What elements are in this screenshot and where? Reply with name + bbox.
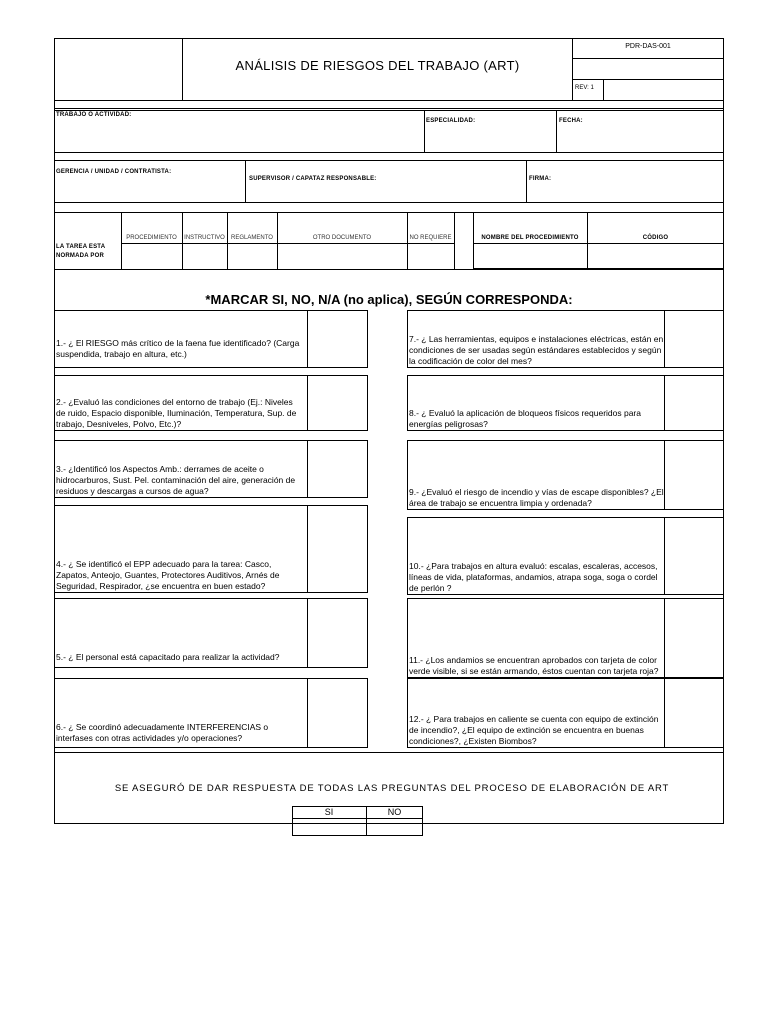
document-code: PDR-DAS-001 bbox=[625, 43, 671, 50]
question-box-1 bbox=[54, 310, 368, 368]
question-box-11 bbox=[407, 598, 724, 678]
footer-statement: SE ASEGURÓ DE DAR RESPUESTA DE TODAS LAS PREGUNTAS DEL PROCESO DE ELABORACIÓN DE ART bbox=[114, 783, 670, 794]
normada-div-5 bbox=[454, 212, 455, 269]
answer-cell-11[interactable] bbox=[664, 599, 724, 677]
normada-col-procedimiento: PROCEDIMIENTO bbox=[126, 235, 177, 241]
answer-cell-5[interactable] bbox=[307, 599, 367, 667]
question-7: 7.- ¿ Las herramientas, equipos e instalaciones eléctricas, están en condiciones de ser usadas según estándares establecidos y según la codificación de color del mes? bbox=[409, 334, 664, 366]
normada-col-reglamento: REGLAMENTO bbox=[231, 235, 273, 241]
question-box-12 bbox=[407, 678, 724, 748]
question-1: 1.- ¿ El RIESGO más crítico de la faena fue identificado? (Carga suspendida, trabajo en altura, etc.) bbox=[56, 338, 300, 359]
question-box-9 bbox=[407, 440, 724, 510]
answer-cell-2[interactable] bbox=[307, 376, 367, 430]
fecha-label: FECHA: bbox=[559, 118, 583, 124]
row1-div-2 bbox=[556, 110, 557, 152]
question-8: 8.- ¿ Evaluó la aplicación de bloqueos físicos requeridos para energías peligrosas? bbox=[409, 408, 641, 429]
answer-cell-12[interactable] bbox=[664, 679, 724, 747]
question-6: 6.- ¿ Se coordinó adecuadamente INTERFERENCIAS o interfases con otras actividades y/o operaciones? bbox=[56, 722, 269, 743]
header-bottom-line-2 bbox=[54, 108, 724, 109]
answer-cell-4[interactable] bbox=[307, 506, 367, 592]
question-11: 11.- ¿Los andamios se encuentran aprobados con tarjeta de color verde visible, si se están armando, éstos cuentan con tarjeta roja? bbox=[409, 655, 659, 676]
gerencia-label: GERENCIA / UNIDAD / CONTRATISTA: bbox=[56, 169, 172, 175]
row1-div-1 bbox=[424, 110, 425, 152]
answer-cell-1[interactable] bbox=[307, 311, 367, 367]
especialidad-label: ESPECIALIDAD: bbox=[426, 118, 476, 124]
nombre-header-line bbox=[473, 243, 724, 244]
normada-label: LA TAREA ESTA NORMADA POR bbox=[56, 244, 106, 259]
row2-bottom bbox=[54, 202, 724, 203]
row1-bottom bbox=[54, 152, 724, 153]
row3-bottom bbox=[54, 269, 724, 270]
header-rev-line bbox=[572, 79, 724, 80]
question-10: 10.- ¿Para trabajos en altura evaluó: escalas, escaleras, accesos, líneas de vida, plataformas, andamios, atrapa soga, soga o cordel de perlón ? bbox=[409, 561, 658, 593]
no-answer-cell[interactable] bbox=[367, 819, 422, 835]
supervisor-label: SUPERVISOR / CAPATAZ RESPONSABLE: bbox=[249, 176, 377, 182]
answer-cell-6[interactable] bbox=[307, 679, 367, 747]
question-box-5 bbox=[54, 598, 368, 668]
nombre-procedimiento-label: NOMBRE DEL PROCEDIMIENTO bbox=[481, 235, 579, 241]
answer-cell-8[interactable] bbox=[664, 376, 724, 430]
question-box-7 bbox=[407, 310, 724, 368]
answer-cell-7[interactable] bbox=[664, 311, 724, 367]
normada-header-line bbox=[121, 243, 454, 244]
normada-col-no-requiere: NO REQUIERE bbox=[409, 235, 452, 241]
question-box-2 bbox=[54, 375, 368, 431]
normada-col-instructivo: INSTRUCTIVO bbox=[184, 235, 225, 241]
row2-div-2 bbox=[526, 160, 527, 202]
normada-col-otro: OTRO DOCUMENTO bbox=[312, 235, 372, 241]
question-box-6 bbox=[54, 678, 368, 748]
answer-cell-10[interactable] bbox=[664, 518, 724, 594]
footer-top-line bbox=[54, 752, 724, 753]
row2-div-1 bbox=[245, 160, 246, 202]
revision-label: REV: 1 bbox=[575, 85, 594, 91]
header-code-line bbox=[572, 58, 724, 59]
question-4: 4.- ¿ Se identificó el EPP adecuado para la tarea: Casco, Zapatos, Anteojo, Guantes, Protectores Auditivos, Arnés de Seguridad, Respirador, ¿se encuentra en buen estado? bbox=[56, 559, 280, 591]
header-bottom-line bbox=[54, 100, 724, 101]
header-rev-divider bbox=[603, 79, 604, 100]
si-answer-cell[interactable] bbox=[293, 819, 365, 835]
question-box-10 bbox=[407, 517, 724, 595]
no-label: NO bbox=[387, 807, 402, 817]
si-label: SI bbox=[324, 807, 334, 817]
question-5: 5.- ¿ El personal está capacitado para realizar la actividad? bbox=[56, 652, 280, 662]
instruction-heading: *MARCAR SI, NO, N/A (no aplica), SEGÚN CORRESPONDA: bbox=[205, 292, 573, 307]
trabajo-label: TRABAJO O ACTIVIDAD: bbox=[56, 112, 132, 118]
question-3: 3.- ¿Identificó los Aspectos Amb.: derrames de aceite o hidrocarburos, Sust. Pel. contaminación del aire, generación de residuos y descargas a cursos de agua? bbox=[56, 464, 296, 496]
answer-cell-9[interactable] bbox=[664, 441, 724, 509]
question-9: 9.- ¿Evaluó el riesgo de incendio y vías de escape disponibles? ¿El área de trabajo se encuentra limpia y ordenada? bbox=[409, 487, 664, 508]
answer-cell-3[interactable] bbox=[307, 441, 367, 497]
row2-top bbox=[54, 160, 724, 161]
question-box-8 bbox=[407, 375, 724, 431]
firma-label: FIRMA: bbox=[529, 176, 552, 182]
question-12: 12.- ¿ Para trabajos en caliente se cuenta con equipo de extinción de incendio?, ¿El equipo de extinción se encuentra en buenas condiciones?, ¿Existen Biombos? bbox=[409, 714, 659, 746]
row1-top bbox=[54, 110, 724, 111]
question-box-4 bbox=[54, 505, 368, 593]
question-2: 2.- ¿Evaluó las condiciones del entorno de trabajo (Ej.: Niveles de ruido, Espacio disponible, Iluminación, Temperatura, Sup. de trabajo, Desniveles, Polvo, Etc.)? bbox=[56, 397, 297, 429]
question-box-3 bbox=[54, 440, 368, 498]
form-title: ANÁLISIS DE RIESGOS DEL TRABAJO (ART) bbox=[235, 58, 520, 73]
codigo-label: CÓDIGO bbox=[642, 235, 669, 241]
